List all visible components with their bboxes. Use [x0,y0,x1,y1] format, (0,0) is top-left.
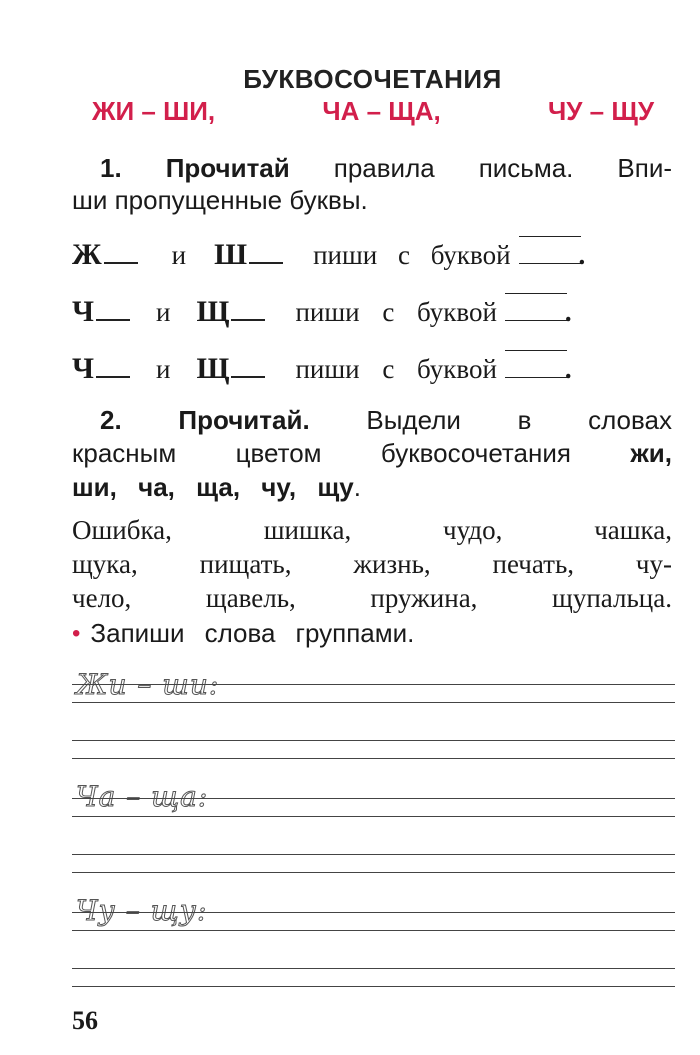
writing-line[interactable] [72,872,675,873]
word-list-line1: Ошибка, шишка, чудо, чашка, [72,515,672,545]
task2-line1 [100,402,672,438]
group-label-zhi-shi: Жи – ши: [76,668,220,701]
rule2-dot: . [564,297,572,327]
task2-line3 [72,469,672,505]
task2-text-2: красным цветом буквосочетания [72,438,571,468]
page-title: БУКВОСОЧЕТАНИЯ [243,64,502,94]
task2-number: 2. [100,405,122,435]
instruction-line [72,618,414,649]
word-list-line2: щука, пищать, жизнь, печать, чу- [72,549,672,579]
rule3-answer-blank[interactable] [505,350,567,378]
rule3-blank-a[interactable] [96,356,130,378]
writing-line[interactable] [72,968,675,969]
writing-line[interactable] [72,702,675,703]
task2-end: . [353,472,361,502]
writing-line[interactable] [72,912,675,913]
writing-line[interactable] [72,986,675,987]
rule1-and: и [171,240,187,270]
task2-verb: Прочитай. [178,405,310,435]
group-label-chu-shchu: Чу – щу: [76,894,208,927]
rule-row-2 [72,293,670,329]
writing-line[interactable] [72,854,675,855]
writing-line[interactable] [72,798,675,799]
task1-line1 [100,150,672,186]
rule2-blank-b[interactable] [231,299,265,321]
rule1-blank-a[interactable] [104,242,138,264]
rule1-letter-a: Ж [72,238,102,271]
task1-line2: ши пропущенные буквы. [72,185,368,215]
combo-cha-shcha: ЧА – ЩА, [322,96,441,126]
writing-line[interactable] [72,684,675,685]
task1-number: 1. [100,153,122,183]
word-list-line3: чело, щавель, пружина, щупальца. [72,583,672,613]
task1-verb: Прочитай [165,153,290,183]
rule2-blank-a[interactable] [96,299,130,321]
task2-line2 [72,435,672,471]
rule-row-1 [72,236,670,272]
rule3-dot: . [564,354,572,384]
task2-bold-zhi: жи, [630,438,672,468]
instruction-word-3: группами. [295,618,415,648]
task2-text-1: Выдели в словах [366,405,672,435]
rule3-letter-a: Ч [72,352,95,385]
rule2-text: пиши с буквой [295,297,497,327]
rule1-dot: . [578,240,586,270]
rule3-blank-b[interactable] [231,356,265,378]
combo-chu-shchu: ЧУ – ЩУ [547,96,654,126]
task2-bold-list: ши, ча, ща, чу, щу [72,472,354,502]
rule3-letter-b: Щ [196,352,230,385]
rule2-answer-blank[interactable] [505,293,567,321]
rule3-text: пиши с буквой [295,354,497,384]
bullet-icon: • [72,619,81,647]
task1-text-1: правила письма. Впи- [333,153,672,183]
page-number: 56 [72,1006,98,1035]
instruction-word-2: слова [204,618,276,648]
rule2-letter-a: Ч [72,295,95,328]
writing-line[interactable] [72,816,675,817]
letter-combinations-heading [92,96,654,127]
rule2-letter-b: Щ [196,295,230,328]
rule1-text: пиши с буквой [313,240,511,270]
group-label-cha-shcha: Ча – ща: [76,780,209,813]
writing-line[interactable] [72,740,675,741]
writing-line[interactable] [72,930,675,931]
rule1-answer-blank[interactable] [519,236,581,264]
writing-line[interactable] [72,758,675,759]
rule3-and: и [156,354,171,384]
instruction-word-1: Запиши [90,618,185,648]
combo-zhi-shi: ЖИ – ШИ, [92,96,216,126]
rule1-blank-b[interactable] [249,242,283,264]
rule2-and: и [156,297,171,327]
rule-row-3 [72,350,670,386]
rule1-letter-b: Ш [214,238,248,271]
